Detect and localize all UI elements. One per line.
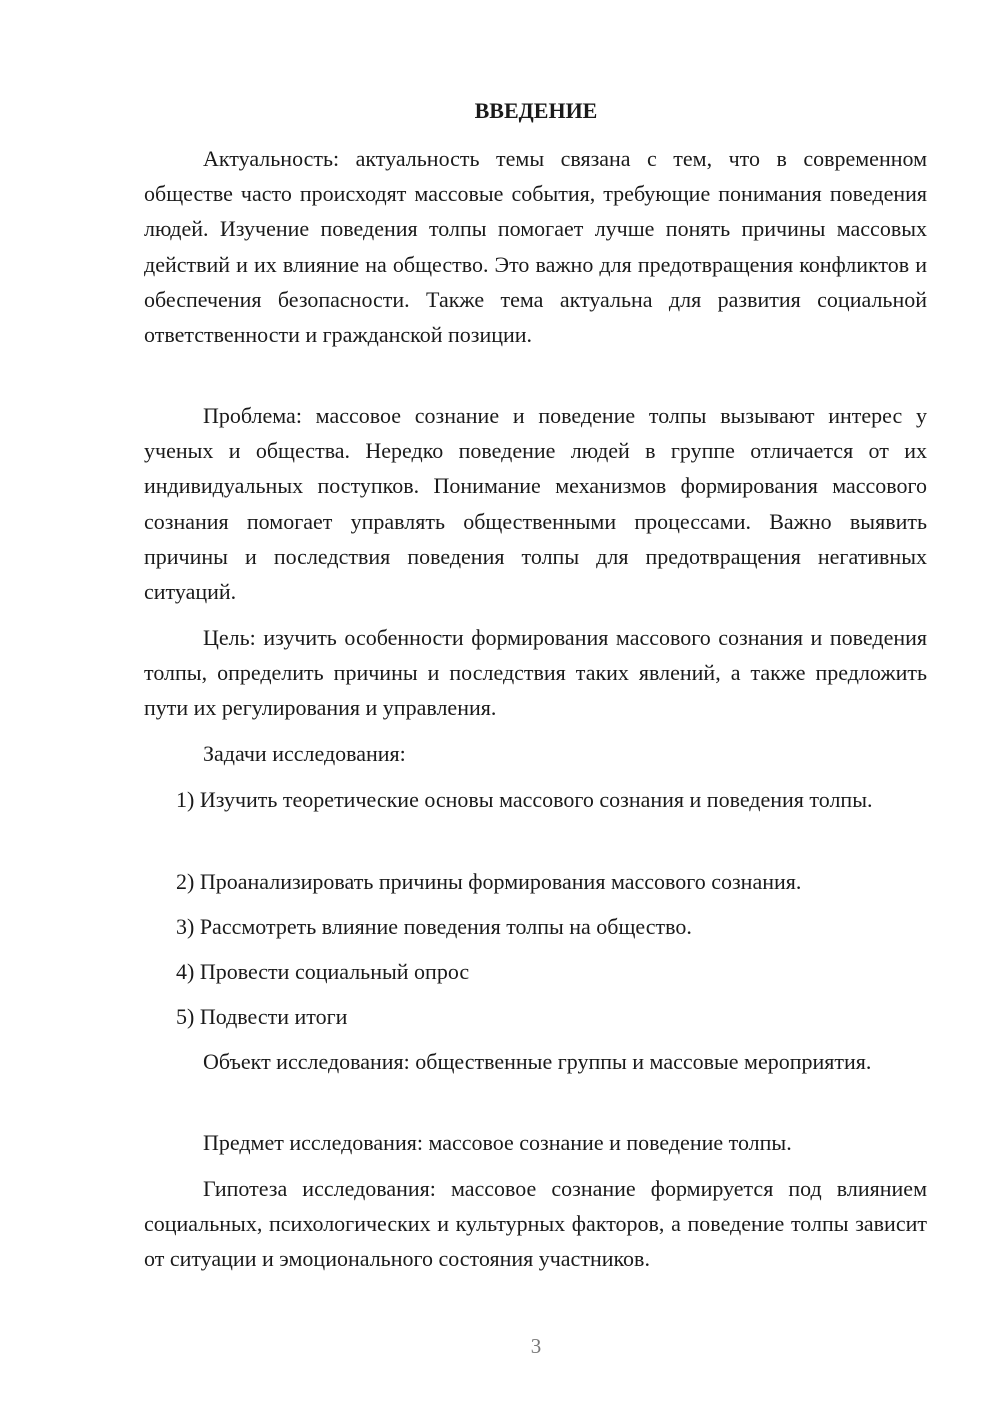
tasks-heading: Задачи исследования: [203, 741, 406, 766]
paragraph-object: Объект исследования: общественные группы и массовые мероприятия. [203, 1049, 872, 1074]
paragraph-relevance: Актуальность: актуальность темы связана с тем, что в современном обществе часто происходят массовые события, требующие понимания поведения людей. Изучение поведения толпы помогает лучше понять причины массовых действий и их влияние на общество. Это важно для предотвращения конфликтов и обеспечения безопасности. Также тема актуальна для развития социальной ответственности и гражданской позиции. [144, 146, 927, 348]
task-item-5: 5) Подвести итоги [176, 1004, 348, 1029]
task-item-1: 1) Изучить теоретические основы массового сознания и поведения толпы. [176, 787, 873, 812]
task-item-4: 4) Провести социальный опрос [176, 959, 470, 984]
task-item-3: 3) Рассмотреть влияние поведения толпы на общество. [176, 914, 692, 939]
page-number: 3 [530, 1334, 542, 1358]
paragraph-subject: Предмет исследования: массовое сознание и поведение толпы. [203, 1130, 792, 1155]
page-title: ВВЕДЕНИЕ [474, 98, 598, 123]
paragraph-goal: Цель: изучить особенности формирования массового сознания и поведения толпы, определить причины и последствия таких явлений, а также предложить пути их регулирования и управления. [144, 625, 927, 721]
paragraph-problem: Проблема: массовое сознание и поведение толпы вызывают интерес у ученых и общества. Нередко поведение людей в группе отличается от их индивидуальных поступков. Понимание механизмов формирования массового сознания помогает управлять общественными процессами. Важно выявить причины и последствия поведения толпы для предотвращения негативных ситуаций. [144, 403, 927, 605]
paragraph-hypothesis: Гипотеза исследования: массовое сознание формируется под влиянием социальных, психологических и культурных факторов, а поведение толпы зависит от ситуации и эмоционального состояния участников. [144, 1176, 927, 1272]
task-item-2: 2) Проанализировать причины формирования массового сознания. [176, 869, 802, 894]
